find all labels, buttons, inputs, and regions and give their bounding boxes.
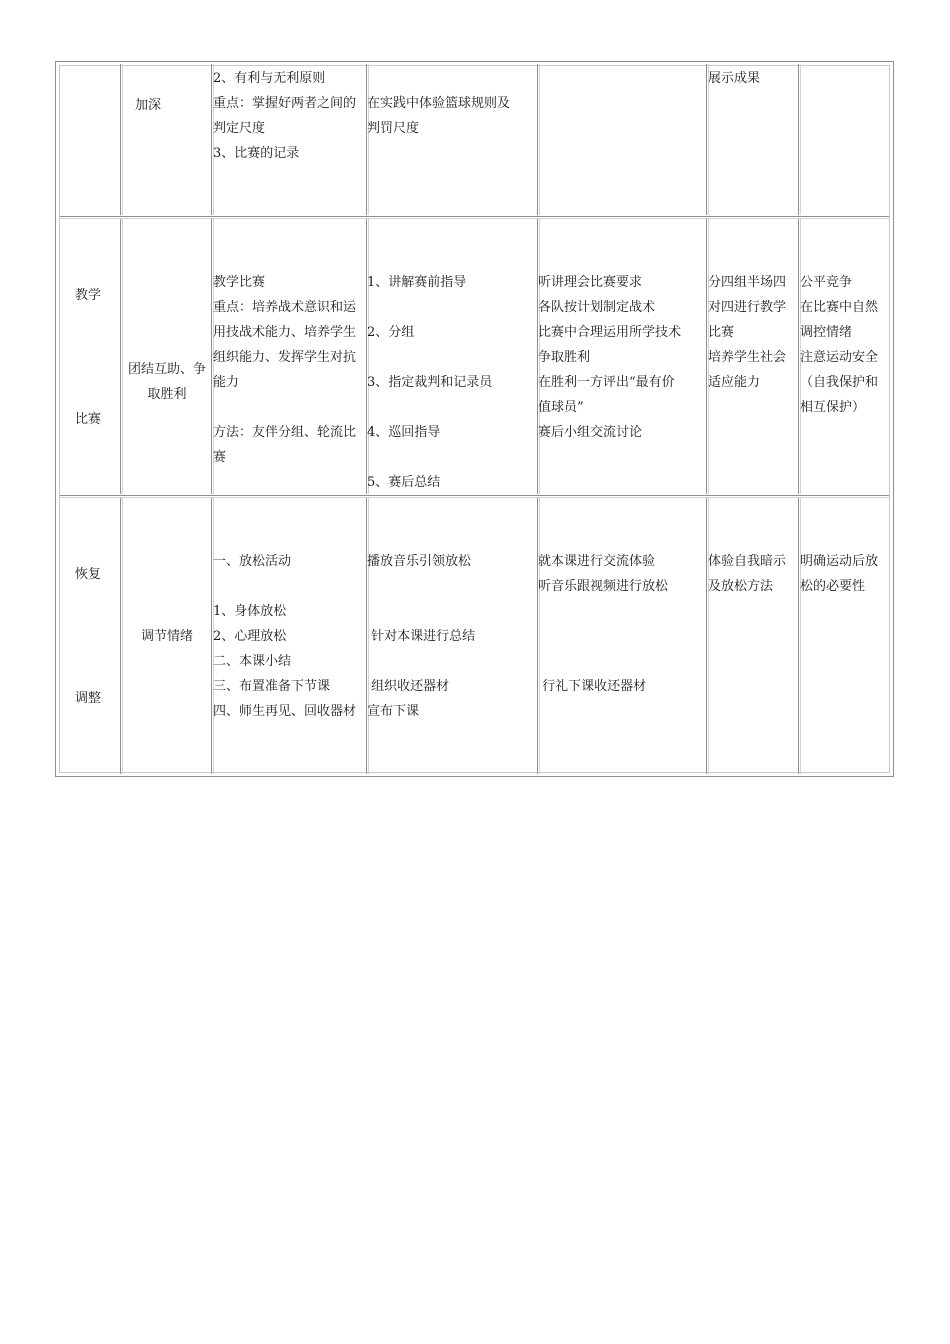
row-divider-shadow [60, 218, 889, 219]
content-line: 赛 [213, 450, 227, 465]
column-divider [537, 64, 538, 215]
content-line: 教学比赛 [213, 275, 266, 290]
column-divider-shadow [122, 64, 123, 215]
teacher-line: 5、赛后总结 [367, 475, 441, 490]
teacher-line: 判罚尺度 [367, 121, 420, 136]
organization-cell-row2 [708, 270, 786, 395]
column-divider [706, 219, 707, 494]
spacer [213, 574, 356, 599]
organization-line: 及放松方法 [708, 579, 774, 594]
column-divider [798, 64, 799, 215]
notes-line: 公平竞争 [800, 275, 853, 290]
goal-line: 取胜利 [147, 387, 187, 402]
content-line: 方法：友伴分组、轮流比 [213, 425, 357, 440]
row-divider [60, 495, 889, 496]
content-line: 一、放松活动 [213, 554, 292, 569]
teacher-line: 2、分组 [367, 325, 415, 340]
content-line: 判定尺度 [213, 121, 266, 136]
notes-line: 松的必要性 [800, 579, 866, 594]
notes-line: 调控情绪 [800, 325, 853, 340]
content-line: 用技战术能力、培养学生 [213, 325, 357, 340]
notes-line: 相互保护） [800, 400, 866, 415]
content-line: 二、本课小结 [213, 654, 292, 669]
student-line: 就本课进行交流体验 [538, 554, 656, 569]
content-line: 2、心理放松 [213, 629, 287, 644]
content-line: 3、比赛的记录 [213, 146, 300, 161]
organization-line: 适应能力 [708, 375, 761, 390]
organization-line: 体验自我暗示 [708, 554, 787, 569]
spacer [367, 649, 475, 674]
content-cell-row3 [213, 549, 356, 724]
student-line: 赛后小组交流讨论 [538, 425, 643, 440]
row-divider [60, 216, 889, 217]
organization-line: 对四进行教学 [708, 300, 787, 315]
row-divider-shadow [60, 497, 889, 498]
teacher-line: 在实践中体验篮球规则及 [367, 96, 511, 111]
content-cell-row2 [213, 270, 356, 470]
teacher-line: 宣布下课 [367, 704, 420, 719]
column-divider [120, 219, 121, 494]
content-line: 组织能力、发挥学生对抗 [213, 350, 357, 365]
student-line: 值球员” [538, 400, 584, 415]
spacer [367, 445, 492, 470]
student-line: 听讲理会比赛要求 [538, 275, 643, 290]
notes-line: 注意运动安全 [800, 350, 879, 365]
column-divider [706, 64, 707, 215]
organization-line: 比赛 [708, 325, 735, 340]
column-divider [706, 498, 707, 774]
notes-line: 明确运动后放 [800, 554, 879, 569]
student-line: 争取胜利 [538, 350, 591, 365]
section-label-top: 教学 [75, 288, 102, 303]
column-divider-shadow [800, 498, 801, 774]
column-divider [211, 64, 212, 215]
teacher-line: 组织收还器材 [367, 679, 450, 694]
content-cell-row1 [213, 66, 356, 166]
section-label-bottom: 比赛 [75, 412, 102, 427]
goal-cell-row3: 调节情绪 [140, 629, 193, 644]
content-line: 1、身体放松 [213, 604, 287, 619]
student-line: 听音乐跟视频进行放松 [538, 579, 669, 594]
student-cell-row2 [538, 270, 681, 445]
student-line: 行礼下课收还器材 [538, 679, 647, 694]
column-divider-shadow [708, 498, 709, 774]
section-label-bottom: 调整 [75, 691, 102, 706]
organization-cell-row1: 展示成果 [708, 71, 761, 86]
column-divider [120, 64, 121, 215]
notes-line: 在比赛中自然 [800, 300, 879, 315]
spacer [213, 395, 356, 420]
teacher-cell-row1 [367, 91, 510, 141]
organization-line: 培养学生社会 [708, 350, 787, 365]
column-divider [798, 498, 799, 774]
spacer [538, 599, 668, 674]
column-divider-shadow [539, 64, 540, 215]
content-line: 能力 [213, 375, 240, 390]
organization-cell-row3 [708, 549, 786, 599]
notes-line: （自我保护和 [800, 375, 879, 390]
spacer [367, 574, 475, 624]
goal-cell-row1: 加深 [134, 98, 161, 113]
content-line: 2、有利与无利原则 [213, 71, 326, 86]
teacher-cell-row3 [367, 549, 475, 724]
column-divider-shadow [800, 64, 801, 215]
teacher-line: 1、讲解赛前指导 [367, 275, 467, 290]
student-cell-row3 [538, 549, 668, 699]
notes-cell-row3 [800, 549, 878, 599]
goal-cell-row2 [122, 357, 212, 407]
content-line: 重点：培养战术意识和运 [213, 300, 357, 315]
teacher-line: 播放音乐引领放松 [367, 554, 472, 569]
goal-line: 团结互助、争 [127, 362, 206, 377]
section-label-top: 恢复 [75, 567, 102, 582]
student-line: 在胜利一方评出“最有价 [538, 375, 675, 390]
spacer [367, 395, 492, 420]
organization-line: 分四组半场四 [708, 275, 787, 290]
teacher-line: 3、指定裁判和记录员 [367, 375, 493, 390]
content-line: 重点：掌握好两者之间的 [213, 96, 357, 111]
student-line: 各队按计划制定战术 [538, 300, 656, 315]
column-divider [798, 219, 799, 494]
teacher-line: 针对本课进行总结 [367, 629, 476, 644]
spacer [367, 345, 492, 370]
teacher-cell-row2 [367, 270, 492, 495]
content-line: 三、布置准备下节课 [213, 679, 331, 694]
student-line: 比赛中合理运用所学技术 [538, 325, 682, 340]
content-line: 四、师生再见、回收器材 [213, 704, 357, 719]
notes-cell-row2 [800, 270, 878, 420]
teacher-line: 4、巡回指导 [367, 425, 441, 440]
column-divider [120, 498, 121, 774]
spacer [367, 295, 492, 320]
